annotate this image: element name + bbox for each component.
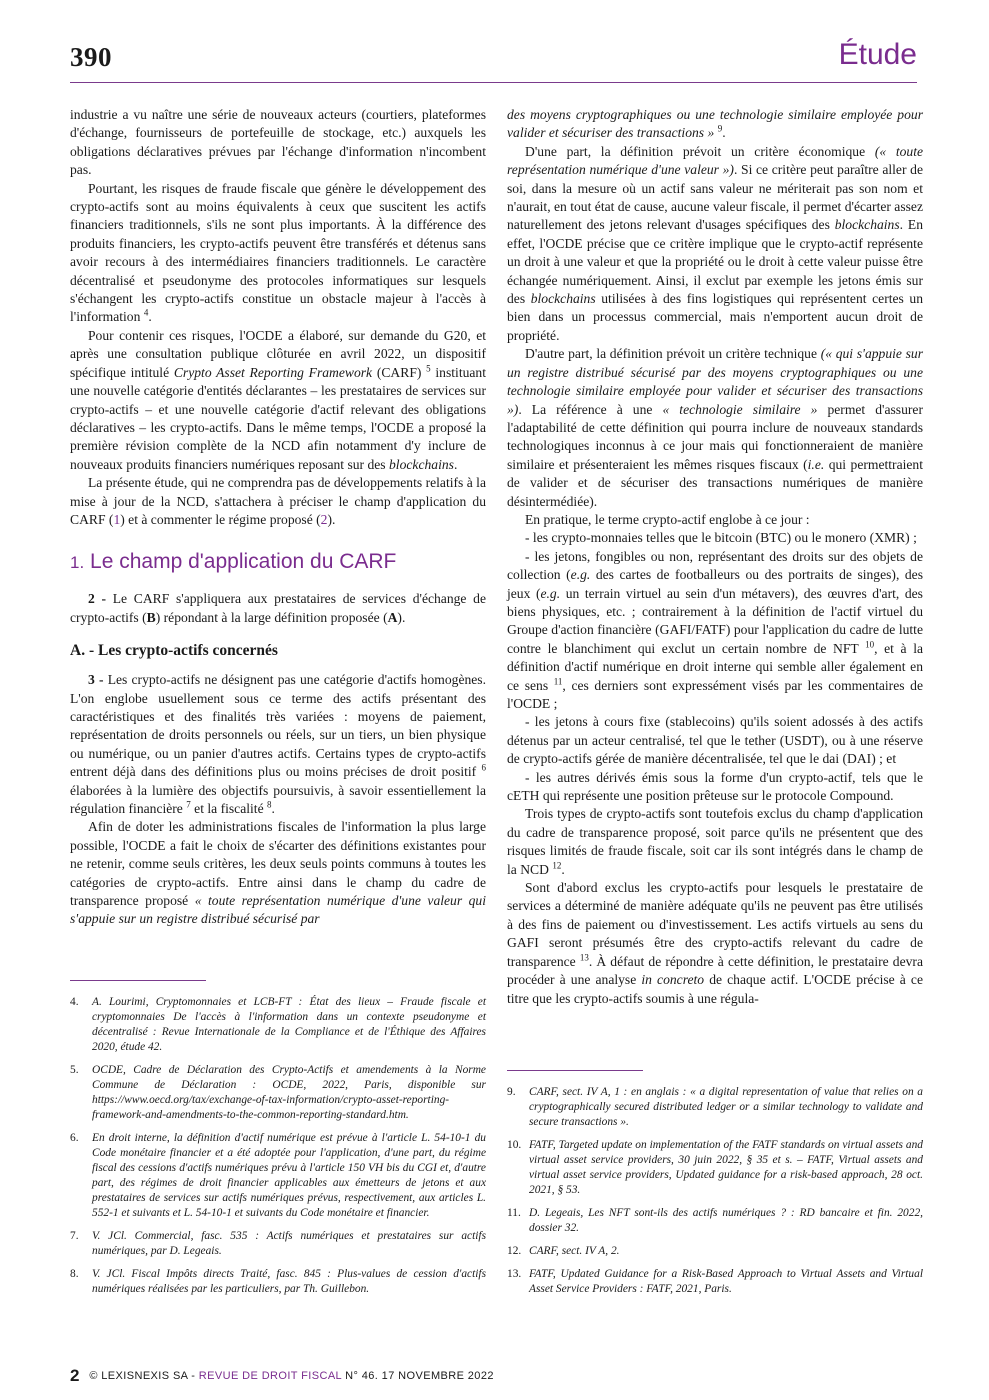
footnote (507, 1085, 923, 1130)
paragraph: industrie a vu naître une série de nouveaux acteurs (courtiers, plateformes d'échange, fournisseurs de portefeuille de stockage, etc.) auxquels les obligations déclaratives prévues par l'échange d'information n'incombent pas. (70, 107, 486, 178)
footnote-number: 4. (70, 996, 79, 1008)
paragraph: Trois types de crypto-actifs sont toutefois exclus du champ d'application du cadre de transparence proposé, soit parce qu'ils ne présentent que des risques limités de fraude fiscale, soit car ils sont intégrés dans le champ de la NCD $^{12}$. (507, 806, 923, 877)
footnote-text: V. JCl. Fiscal Impôts directs Traité, fasc. 845 : Plus-values de cession d'actifs numériques réalisées par les particuliers, par Th. Guillebon. (92, 1268, 486, 1295)
footnote (70, 1063, 486, 1123)
footnotes-right (507, 1070, 923, 1305)
footnote (70, 995, 486, 1055)
page-header (70, 38, 917, 83)
footnote-divider (70, 980, 206, 981)
footer-journal: REVUE DE DROIT FISCAL (198, 1370, 342, 1382)
left-column (70, 106, 486, 929)
paragraph: Pour contenir ces risques, l'OCDE a élaboré, sur demande du G20, et après une consultation publique clôturée en avril 2022, un dispositif spécifique intitulé Crypto Asset Reporting Framework (CARF) $^5$ instituant une nouvelle catégorie d'entités déclarantes – les prestataires de services sur crypto-actifs – et une nouvelle catégorie d'actif relevant des obligations déclaratives – les crypto-actifs. Dans le même temps, l'OCDE a proposé la première révision complète de la NCD afin notamment d'y inclure de nouveaux produits financiers numériques reposant sur des blockchains. (70, 327, 486, 472)
footnote-number: 9. (507, 1086, 516, 1098)
footnote-text: OCDE, Cadre de Déclaration des Crypto-Actifs et amendements à la Norme Commune de Déclaration : OCDE, 2022, Paris, disponible sur https://www.oecd.org/tax/exchange-of-tax-information/crypto-asset-reporting-framework-and-amendments-to-the-common-reporting-standard.htm. (92, 1064, 486, 1121)
page-number: 390 (70, 42, 112, 72)
footnote-text: D. Legeais, Les NFT sont-ils des actifs numériques ? : RD bancaire et fin. 2022, dossier 32. (529, 1207, 923, 1234)
paragraph: Sont d'abord exclus les crypto-actifs pour lesquels le prestataire de services a déterminé de manière adéquate qu'ils ne peuvent pas être utilisés à des fins de paiement ou d'investissement. Les actifs virtuels au sens du GAFI seront présumés être des crypto-actifs relevant du cadre de transparence $^{13}$. À défaut de répondre à cette définition, le prestataire devra procéder à une analyse in concreto de chaque actif. L'OCDE précise à ce titre que les crypto-actifs soumis à une régula- (507, 880, 923, 1006)
paragraph: 3 - Les crypto-actifs ne désignent pas une catégorie d'actifs homogènes. L'on englobe usuellement sous ce terme des actifs présentant des caractéristiques et des finalités très variées : moyens de paiement, représentation de droits personnels ou réels, sur un tiers, un bien physique ou numérique, ou un panier d'autres actifs. Certains types de crypto-actifs entrent déjà dans des définitions plus ou moins précises de droit positif $^6$ élaborées à la lumière des objectifs poursuivis, à savoir essentiellement la régulation financière $^7$ et la fiscalité $^8$. (70, 672, 487, 816)
footer-page-number: 2 (70, 1366, 80, 1385)
footnote-number: 13. (507, 1268, 522, 1280)
list-item: - les autres dérivés émis sous la forme d'un crypto-actif, tels que le cETH qui représente une position prêteuse sur le protocole Compound. (507, 769, 923, 804)
footnote-number: 5. (70, 1064, 79, 1076)
right-column (507, 106, 923, 1008)
section-ref-link[interactable]: 1 (113, 511, 121, 527)
footnote (70, 1229, 486, 1259)
paragraph: des moyens cryptographiques ou une technologie similaire employée pour valider et sécuriser des transactions » $^9$. (507, 107, 923, 141)
footer-publisher: © LEXISNEXIS SA - (89, 1370, 196, 1382)
paragraph: Pourtant, les risques de fraude fiscale que génère le développement des crypto-actifs sont au moins équivalents à ceux que suscitent les actifs financiers traditionnels, s'ils ne sont plus importants. À la différence des produits financiers, les crypto-actifs peuvent être transférés et détenus sans avoir recours à des intermédiaires financiers traditionnels. Le caractère décentralisé et pseudonyme des protocoles informatiques sur lesquels s'échangent les crypto-actifs constitue un obstacle majeur à l'accès à l'information $^4$. (70, 180, 486, 325)
paragraph: En pratique, le terme crypto-actif englobe à ce jour : (525, 511, 810, 527)
footnote-text: FATF, Updated Guidance for a Risk-Based Approach to Virtual Assets and Virtual Asset Service Providers : FATF, 2021, Paris. (529, 1268, 923, 1295)
list-item: - les jetons à cours fixe (stablecoins) qu'ils soient adossés à des actifs détenus par un acteur centralisé, tel que le tether (USDT), ou à une réserve de crypto-actifs gérée de manière décentralisée, tel que le dai (DAI) ; et (507, 714, 923, 767)
footnote-text: En droit interne, la définition d'actif numérique est prévue à l'article L. 54-10-1 du Code monétaire financier et a été adoptée pour l'application, d'une part, du régime fiscal des cessions d'actifs numériques prévu à l'article 150 VH bis du CGI et, d'autre part, des régimes de droit financier applicables aux émetteurs de jetons et aux prestataires de services sur actifs numériques prévus, respectivement, aux articles L. 552-1 et suivants et L. 54-10-1 et suivants du Code monétaire et financier. (92, 1132, 486, 1219)
paragraph: 2 - Le CARF s'appliquera aux prestataires de services d'échange de crypto-actifs (B) répondant à la large définition proposée (A). (70, 591, 486, 625)
page-footer (70, 1366, 494, 1386)
footnote (507, 1267, 923, 1297)
footnote (507, 1206, 923, 1236)
footnote-text: CARF, sect. IV A, 2. (529, 1245, 620, 1257)
footer-issue: N° 46. 17 NOVEMBRE 2022 (345, 1370, 494, 1382)
footnote-number: 11. (507, 1207, 521, 1219)
footnote-text: A. Lourimi, Cryptomonnaies et LCB-FT : État des lieux – Fraude fiscale et cryptomonnaies De l'accès à l'information dans un contexte pseudonyme et décentralisé : Revue Internationale de la Compliance et de l'Éthique des Affaires 2020, étude 42. (92, 996, 486, 1053)
subsection-heading: A. - Les crypto-actifs concernés (70, 642, 278, 660)
footnote (507, 1138, 923, 1198)
paragraph: La présente étude, qui ne comprendra pas de développements relatifs à la mise à jour de la NCD, s'attachera à préciser le champ d'application du CARF (1) et à commenter le régime proposé (2). (70, 475, 486, 527)
footnote (70, 1131, 486, 1221)
section-label: Étude (838, 38, 917, 71)
footnote-divider (507, 1070, 643, 1071)
footnote-text: CARF, sect. IV A, 1 : en anglais : « a digital representation of value that relies on a cryptographically secured distributed ledger or a similar technology to validate and secure transactions ». (529, 1086, 923, 1128)
footnote-number: 7. (70, 1230, 79, 1242)
footnote-number: 8. (70, 1268, 79, 1280)
paragraph: D'une part, la définition prévoit un critère économique (« toute représentation numérique d'une valeur »). Si ce critère peut paraître aller de soi, dans la mesure où un actif sans valeur ne mériterait pas son nom et n'aurait, en tout état de cause, aucune valeur fiscale, il permet d'écarter assez naturellement des jetons relevant d'usages spécifiques des blockchains. En effet, l'OCDE précise que ce critère implique que le crypto-actif représente un droit à une valeur et que la propriété ou le droit à cette valeur puisse être échangée numériquement. Ainsi, il exclut par exemple les jetons émis sur des blockchains utilisées à des fins logistiques qui représentent certes un bien dans un processus commercial, mais n'emportent aucun droit de propriété. (507, 143, 924, 343)
paragraph: D'autre part, la définition prévoit un critère technique (« qui s'appuie sur un registre distribué sécurisé par des moyens cryptographiques ou une technologie similaire employée pour valider et sécuriser des transactions »). La référence à une « technologie similaire » permet d'assurer l'adaptabilité de cette définition qui pourra inclure de nouveaux standards technologiques inconnus à ce jour mais qui fonctionneraient de manière similaire et présenteraient les mêmes risques fiscaux (i.e. qui permettraient de valider et de sécuriser des transactions numériques de manière désintermédiée). (507, 346, 924, 509)
paragraph: Afin de doter les administrations fiscales de l'information la plus large possible, l'OCDE a fait le choix de s'écarter des définitions existantes pour ne retenir, comme seuls critères, les deux seuls points communs à toutes les catégories de crypto-actifs. Entre ainsi dans le champ du cadre de transparence proposé « toute représentation numérique d'une valeur qui s'appuie sur un registre distribué sécurisé par (70, 819, 487, 927)
footnote-text: FATF, Targeted update on implementation of the FATF standards on virtual assets and virtual asset service providers, 30 juin 2022, § 35 et s. – FATF, Virtual assets and virtual asset service providers, Updated guidance for a risk-based approach, 28 oct. 2021, § 53. (529, 1139, 923, 1196)
footnote-number: 10. (507, 1139, 522, 1151)
list-item: - les crypto-monnaies telles que le bitcoin (BTC) ou le monero (XMR) ; (525, 530, 917, 546)
footnotes-left (70, 980, 486, 1305)
list-item: - les jetons, fongibles ou non, représentant des droits sur des objets de collection (e.g. des cartes de footballeurs ou des portraits de singes), des jeux (e.g. un terrain virtuel au sein d'un métavers), des œuvres d'art, des biens physiques, etc. ; contrairement à la définition de l'actif virtuel du Groupe d'action financière (GAFI/FATF) pour l'application du cadre de lutte contre le blanchiment qui exclut un certain nombre de NFT $^{10}$, et à la définition d'actif numérique en droit interne qui semble aller également en ce sens $^{11}$, ces derniers sont expressément visés par les commentaires de l'OCDE ; (507, 548, 923, 711)
footnote-number: 12. (507, 1245, 522, 1257)
footnote-text: V. JCl. Commercial, fasc. 535 : Actifs numériques et prestataires sur actifs numériques, par D. Legeais. (92, 1230, 486, 1257)
footnote-list (507, 1085, 923, 1297)
footnote (70, 1267, 486, 1297)
footnote-number: 6. (70, 1132, 79, 1144)
section-ref-link[interactable]: 2 (320, 511, 328, 527)
footnote-list (70, 995, 486, 1297)
footnote (507, 1244, 923, 1259)
section-heading: 1. Le champ d'application du CARF (70, 550, 397, 574)
